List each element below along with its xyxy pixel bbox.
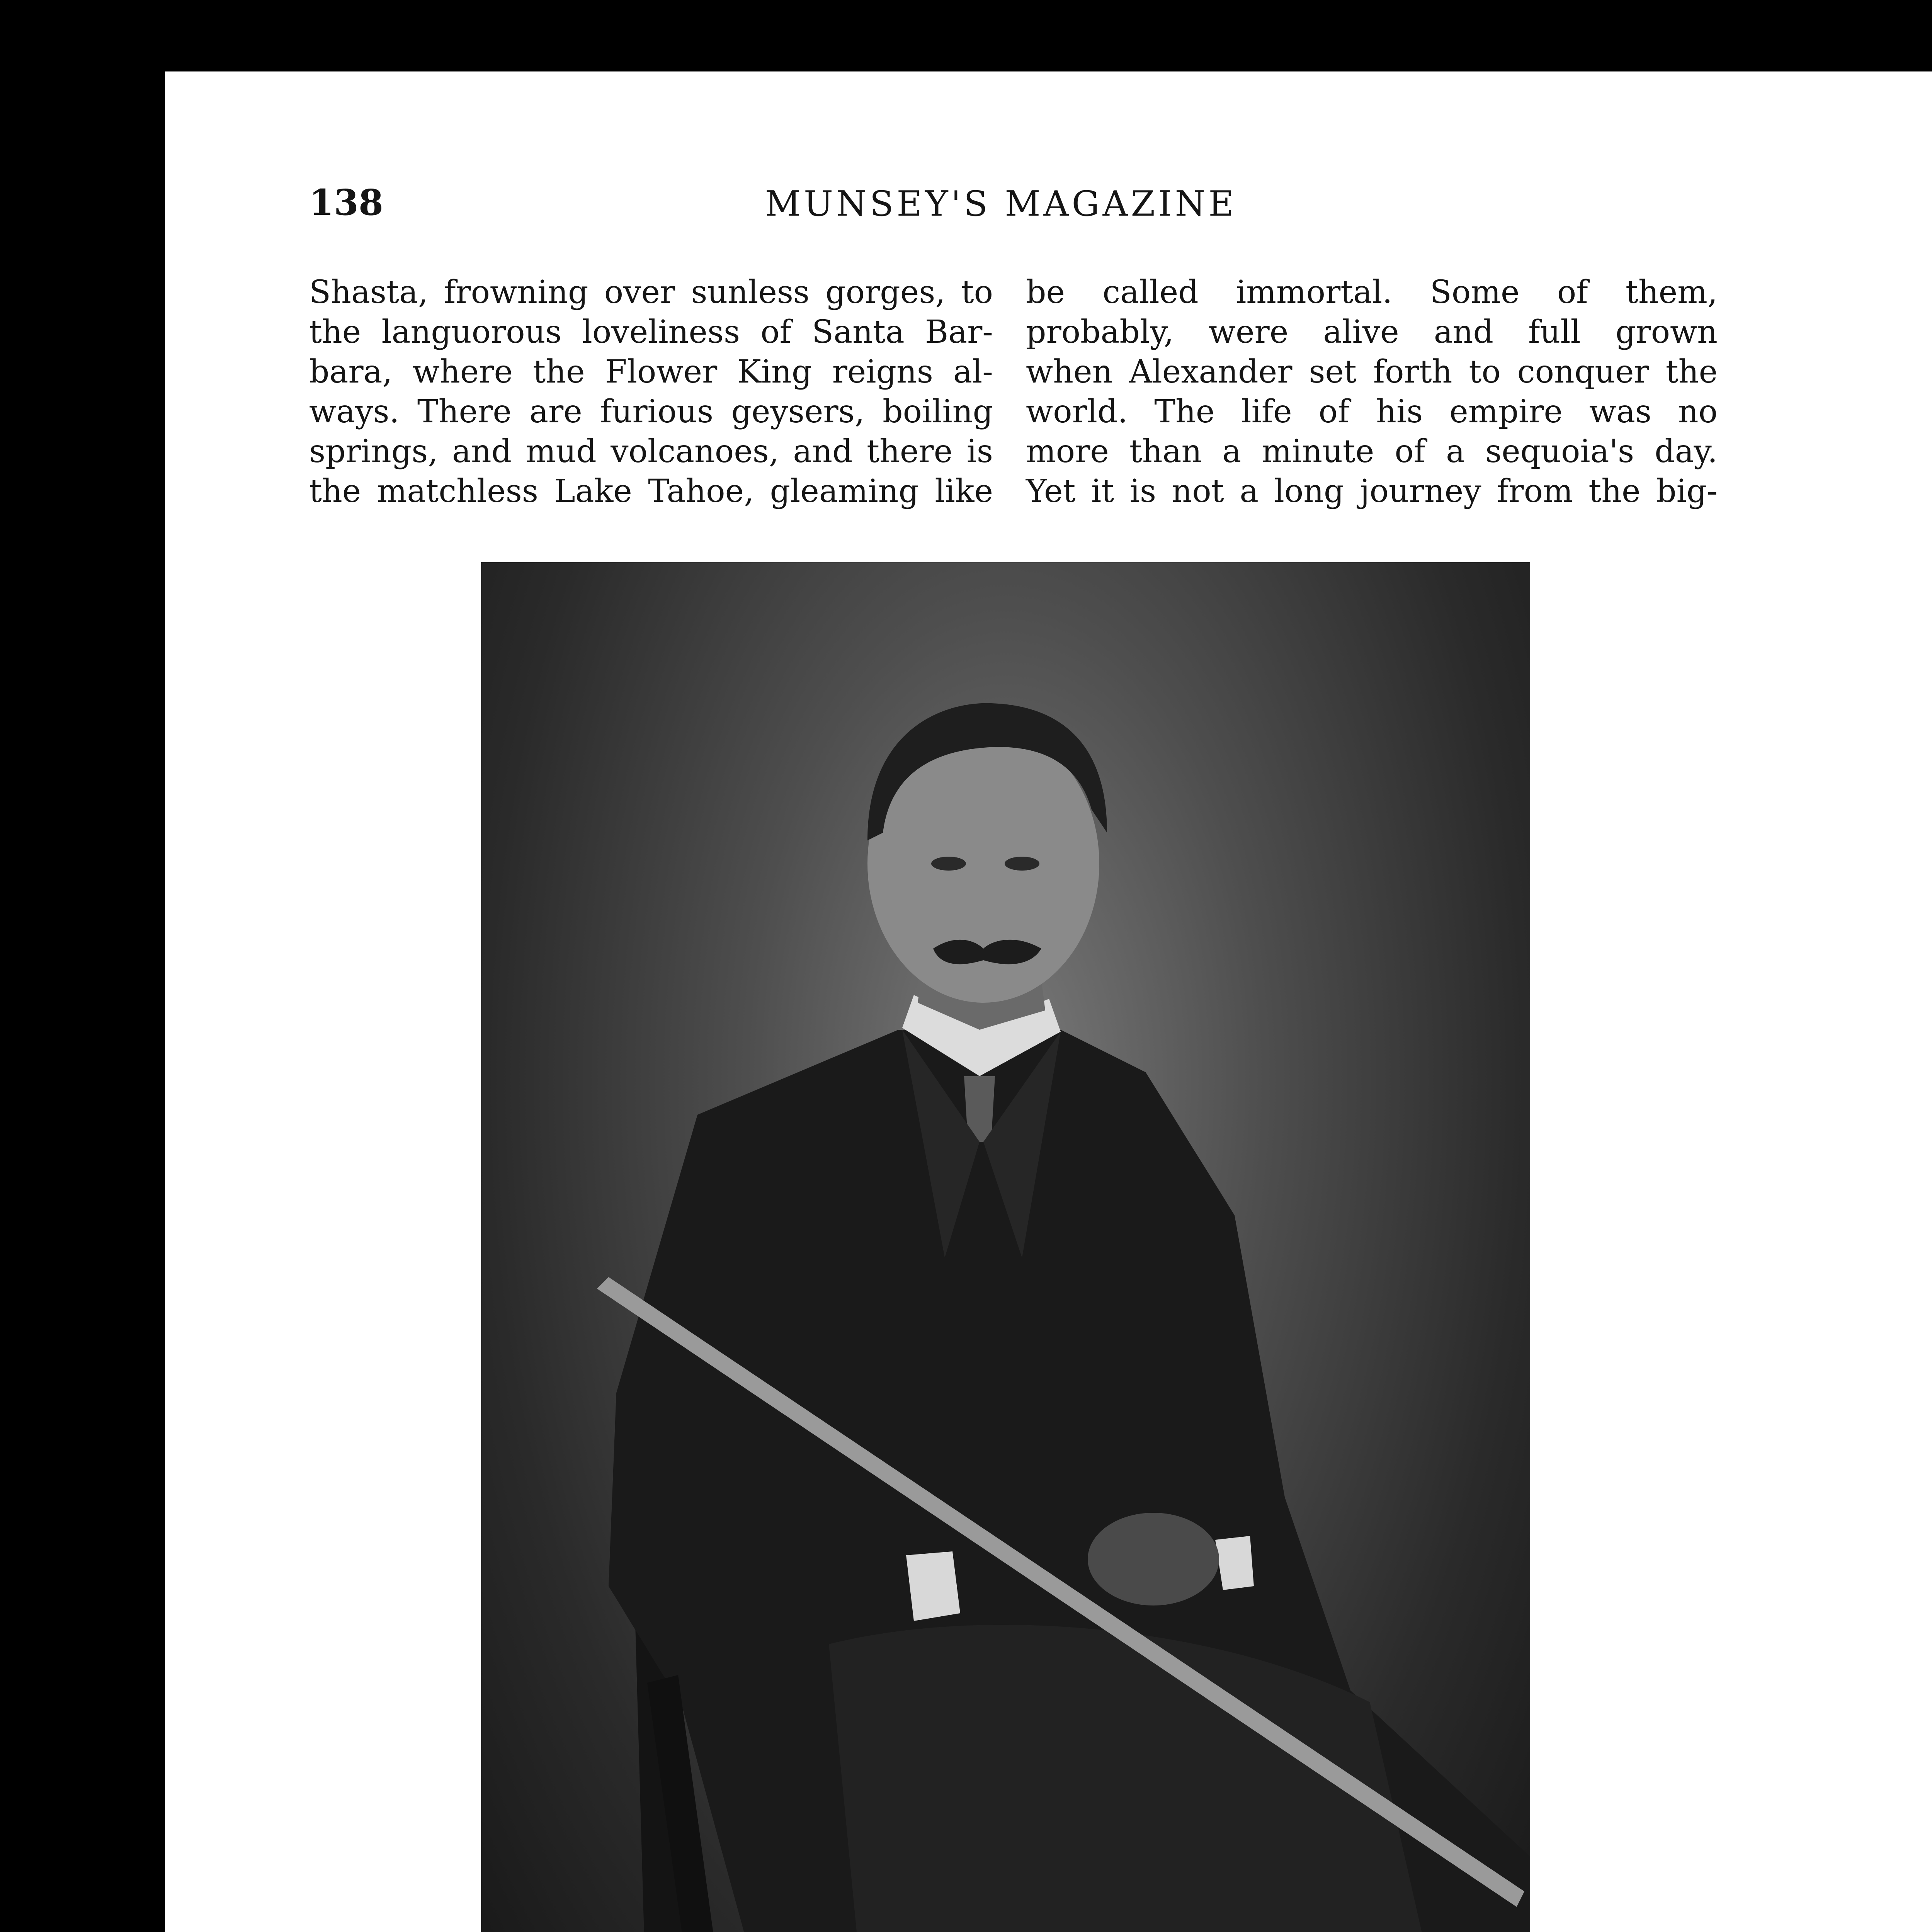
text-line: world. The life of his empire was no bbox=[1026, 393, 1718, 430]
text-line: the matchless Lake Tahoe, gleaming like bbox=[309, 473, 993, 510]
text-line: springs, and mud volcanoes, and there is bbox=[309, 433, 993, 470]
text-column-top-right bbox=[1026, 272, 1718, 511]
running-head: MUNSEY'S MAGAZINE bbox=[765, 184, 1237, 224]
text-line: probably, were alive and full grown bbox=[1026, 314, 1718, 350]
text-line: Yet it is not a long journey from the big- bbox=[1026, 473, 1718, 510]
text-line: ways. There are furious geysers, boiling bbox=[309, 393, 993, 430]
text-line: Shasta, frowning over sunless gorges, to bbox=[309, 274, 993, 311]
text-line: the languorous loveliness of Santa Bar- bbox=[309, 314, 993, 350]
portrait-photograph bbox=[481, 562, 1530, 1932]
text-column-top-left bbox=[309, 272, 993, 511]
text-line: bara, where the Flower King reigns al- bbox=[309, 354, 993, 390]
text-line: when Alexander set forth to conquer the bbox=[1026, 354, 1718, 390]
text-line: more than a minute of a sequoia's day. bbox=[1026, 433, 1718, 470]
page-number: 138 bbox=[309, 182, 384, 223]
text-line: be called immortal. Some of them, bbox=[1026, 274, 1718, 311]
